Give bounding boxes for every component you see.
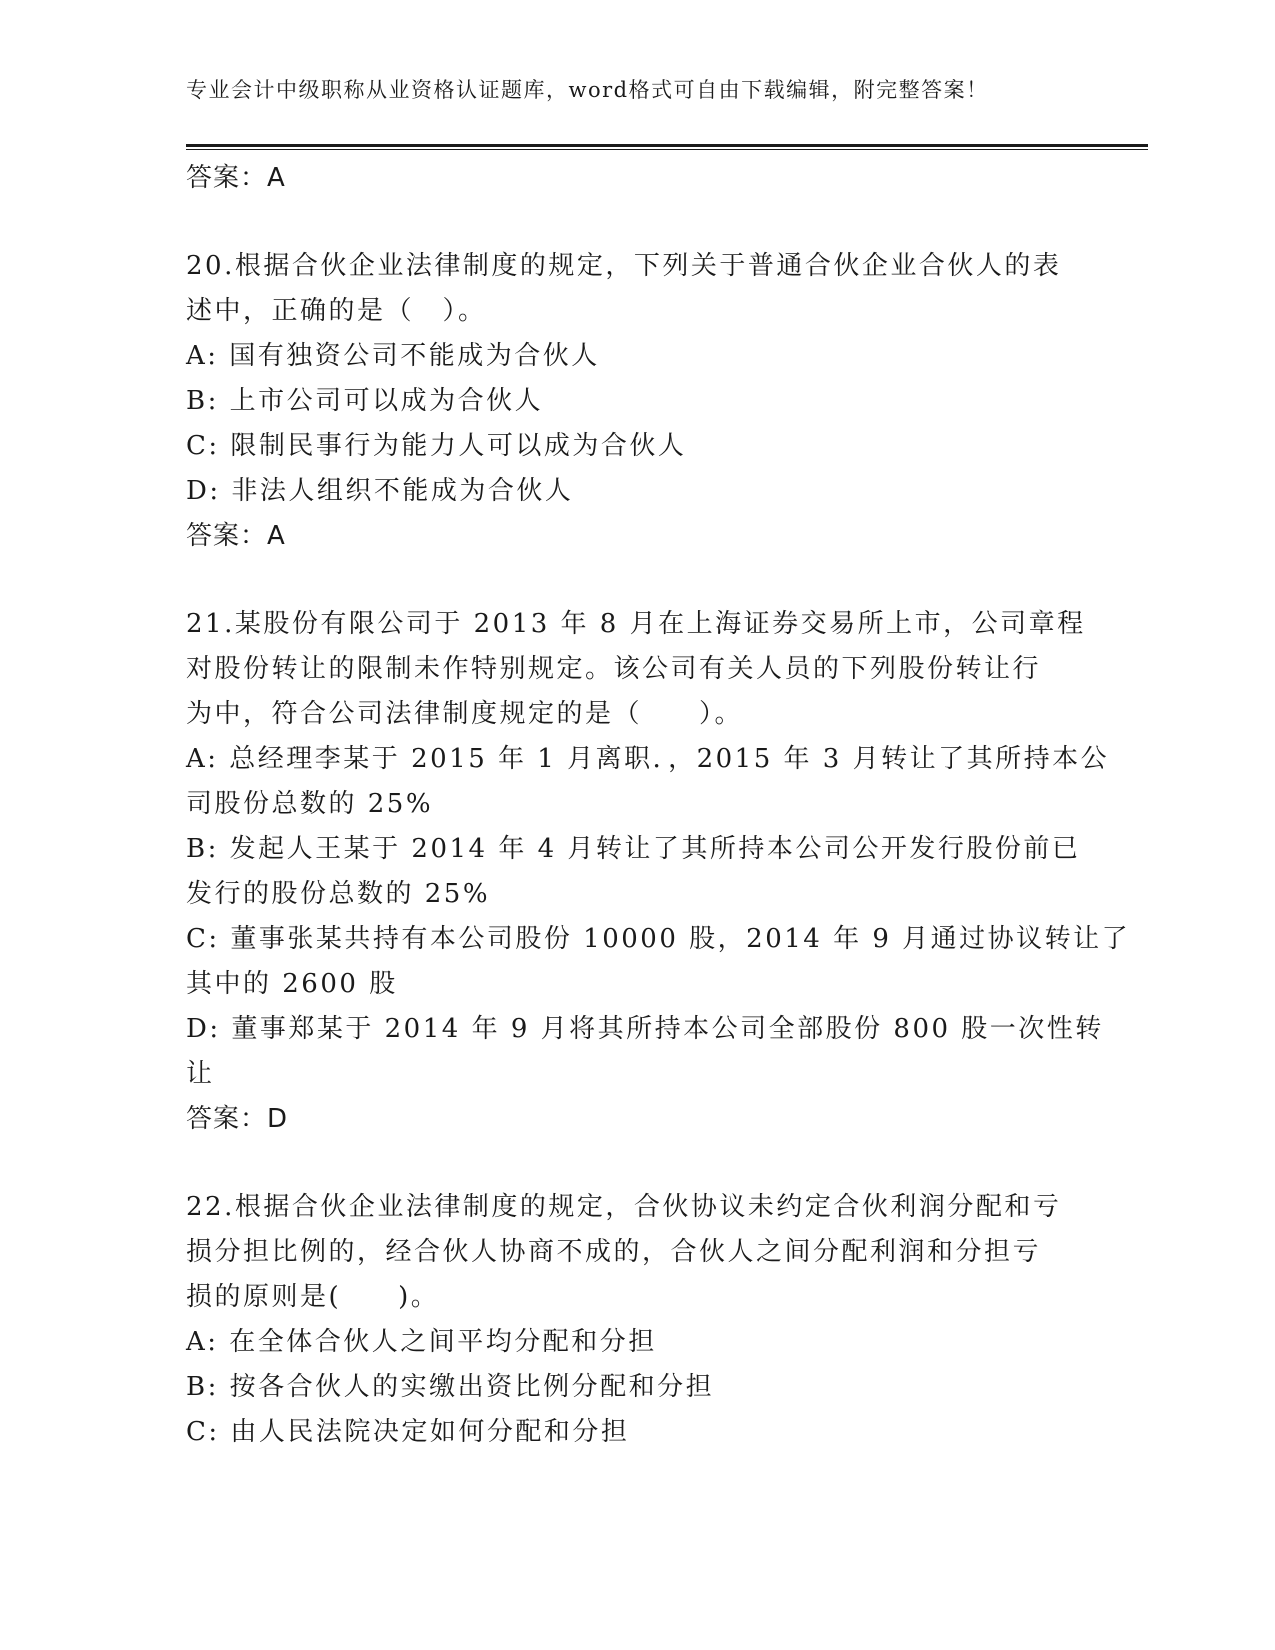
question-21-stem-line-1: 21.某股份有限公司于 2013 年 8 月在上海证券交易所上市，公司章程 bbox=[186, 609, 1086, 639]
question-22-option-c: C: 由人民法院决定如何分配和分担 bbox=[186, 1417, 630, 1447]
question-21-option-d-line-1: D: 董事郑某于 2014 年 9 月将其所持本公司全部股份 800 股一次性转 bbox=[186, 1014, 1104, 1044]
question-21-option-c-line-2: 其中的 2600 股 bbox=[186, 969, 398, 999]
question-20-answer: 答案：A bbox=[186, 521, 286, 551]
question-gap bbox=[186, 559, 1076, 602]
question-21 bbox=[186, 602, 1131, 1142]
question-22-stem-line-3: 损的原则是( )。 bbox=[186, 1282, 440, 1312]
question-21-stem-line-3: 为中，符合公司法律制度规定的是（ ）。 bbox=[186, 699, 744, 729]
question-22-option-b: B: 按各合伙人的实缴出资比例分配和分担 bbox=[186, 1372, 715, 1402]
header-rule-thick bbox=[186, 144, 1148, 147]
question-20-option-c: C: 限制民事行为能力人可以成为合伙人 bbox=[186, 431, 687, 461]
question-22-stem-line-1: 22.根据合伙企业法律制度的规定，合伙协议未约定合伙利润分配和亏 bbox=[186, 1192, 1062, 1222]
question-list bbox=[186, 156, 1131, 1455]
question-21-option-c-line-1: C: 董事张某共持有本公司股份 10000 股，2014 年 9 月通过协议转让了 bbox=[186, 924, 1131, 954]
page-header: 专业会计中级职称从业资格认证题库，word格式可自由下载编辑，附完整答案！ bbox=[186, 78, 989, 102]
question-20-stem-line-2: 述中，正确的是（ ）。 bbox=[186, 296, 487, 326]
question-21-option-a-line-1: A: 总经理李某于 2015 年 1 月离职．，2015 年 3 月转让了其所持本公 bbox=[186, 744, 1110, 774]
question-22-stem-line-2: 损分担比例的，经合伙人协商不成的，合伙人之间分配利润和分担亏 bbox=[186, 1237, 1042, 1267]
question-21-answer: 答案：D bbox=[186, 1104, 289, 1134]
question-20-option-d: D: 非法人组织不能成为合伙人 bbox=[186, 476, 574, 506]
question-gap bbox=[186, 201, 1076, 244]
question-20 bbox=[186, 244, 1076, 559]
question-20-option-a: A: 国有独资公司不能成为合伙人 bbox=[186, 341, 600, 371]
answer-line-prev: 答案：A bbox=[186, 163, 286, 193]
question-20-stem-line-1: 20.根据合伙企业法律制度的规定，下列关于普通合伙企业合伙人的表 bbox=[186, 251, 1062, 281]
header-rule-thin bbox=[186, 149, 1148, 150]
question-21-option-b-line-2: 发行的股份总数的 25% bbox=[186, 879, 491, 909]
question-21-option-b-line-1: B: 发起人王某于 2014 年 4 月转让了其所持本公司公开发行股份前已 bbox=[186, 834, 1081, 864]
question-20-option-b: B: 上市公司可以成为合伙人 bbox=[186, 386, 544, 416]
question-gap bbox=[186, 1142, 1076, 1185]
question-21-option-a-line-2: 司股份总数的 25% bbox=[186, 789, 434, 819]
question-21-option-d-line-2: 让 bbox=[186, 1059, 215, 1089]
question-22-option-a: A: 在全体合伙人之间平均分配和分担 bbox=[186, 1327, 657, 1357]
question-21-stem-line-2: 对股份转让的限制未作特别规定。该公司有关人员的下列股份转让行 bbox=[186, 654, 1042, 684]
question-22 bbox=[186, 1185, 1076, 1455]
